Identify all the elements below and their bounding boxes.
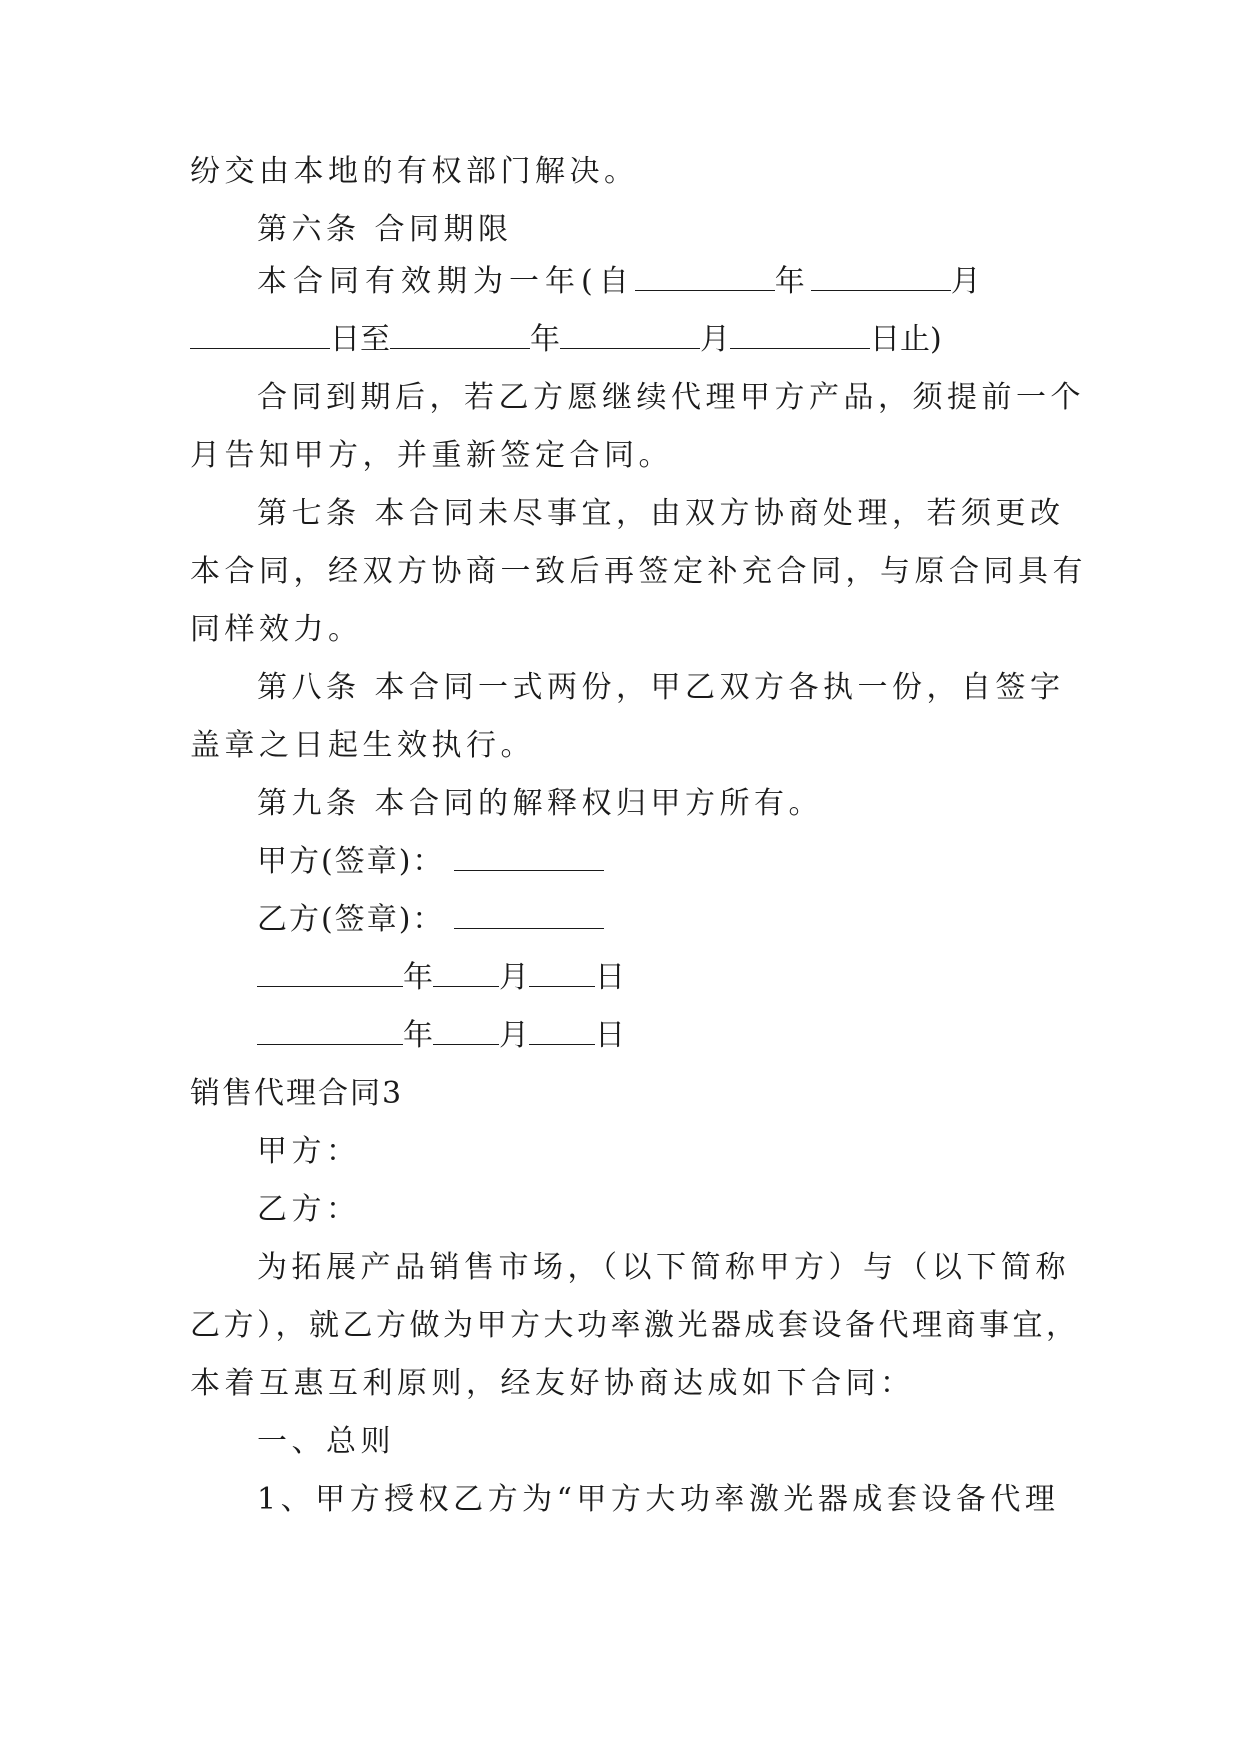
month-text: 月 <box>950 264 987 299</box>
blank-line <box>529 960 595 987</box>
blank-line <box>390 322 530 349</box>
text-line: 本合同，经双方协商一致后再签定补充合同，与原合同具有 <box>190 554 1087 589</box>
year-text: 年 <box>774 264 811 299</box>
date-line <box>257 958 1060 998</box>
blank-line <box>454 902 604 929</box>
blank-line <box>433 1018 499 1045</box>
signature-line <box>257 900 1060 940</box>
year-text: 年 <box>530 322 560 357</box>
blank-line <box>560 322 700 349</box>
text-line <box>190 320 1060 360</box>
text-line: 纷交由本地的有权部门解决。 <box>190 154 639 189</box>
blank-line <box>529 1018 595 1045</box>
date-line <box>257 1016 1060 1056</box>
text-line: 盖章之日起生效执行。 <box>190 728 535 763</box>
text-line <box>257 262 1060 302</box>
day-text: 日 <box>595 1018 625 1053</box>
blank-line <box>730 322 870 349</box>
text-line: 本着互惠互利原则，经友好协商达成如下合同： <box>190 1366 915 1401</box>
party-b-signature-label: 乙方(签章)： <box>257 902 445 937</box>
year-text: 年 <box>403 960 433 995</box>
text-line: 第七条 本合同未尽事宜，由双方协商处理，若须更改 <box>257 496 1065 531</box>
month-text: 月 <box>499 1018 529 1053</box>
blank-line <box>454 844 604 871</box>
blank-line <box>190 322 330 349</box>
month-text: 月 <box>499 960 529 995</box>
party-a-signature-label: 甲方(签章)： <box>257 844 445 879</box>
text-line: 甲方： <box>257 1134 361 1169</box>
text-line: 同样效力。 <box>190 612 363 647</box>
text-line: 1、甲方授权乙方为“甲方大功率激光器成套设备代理 <box>257 1482 1060 1517</box>
day-end-text: 日止) <box>870 322 942 357</box>
month-text: 月 <box>700 322 730 357</box>
blank-line <box>635 264 775 291</box>
section-title: 销售代理合同3 <box>190 1076 404 1111</box>
term-text: 本合同有效期为一年(自 <box>257 264 635 299</box>
day-text: 日 <box>595 960 625 995</box>
article-heading: 第六条 合同期限 <box>257 212 513 247</box>
text-line: 乙方），就乙方做为甲方大功率激光器成套设备代理商事宜， <box>190 1308 1080 1343</box>
text-line: 第八条 本合同一式两份，甲乙双方各执一份，自签字 <box>257 670 1065 705</box>
text-line: 第九条 本合同的解释权归甲方所有。 <box>257 786 824 821</box>
signature-line <box>257 842 1060 882</box>
day-to-text: 日至 <box>330 322 390 357</box>
text-line: 一、总则 <box>257 1424 395 1459</box>
text-line: 乙方： <box>257 1192 361 1227</box>
text-line: 月告知甲方，并重新签定合同。 <box>190 438 673 473</box>
blank-line <box>811 264 951 291</box>
year-text: 年 <box>403 1018 433 1053</box>
blank-line <box>257 1018 403 1045</box>
blank-line <box>433 960 499 987</box>
text-line: 合同到期后，若乙方愿继续代理甲方产品，须提前一个 <box>257 380 1085 415</box>
blank-line <box>257 960 403 987</box>
text-line: 为拓展产品销售市场，（以下简称甲方）与（以下简称 <box>257 1250 1070 1285</box>
